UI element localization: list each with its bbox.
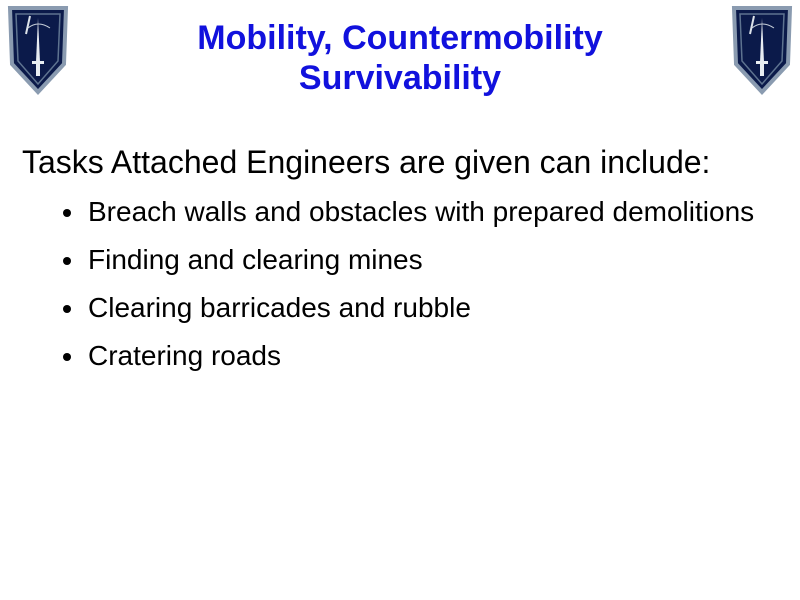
lead-text: Tasks Attached Engineers are given can include: xyxy=(22,144,711,180)
list-item xyxy=(60,242,762,278)
bullet-text: Cratering roads xyxy=(88,340,281,371)
slide-title xyxy=(100,18,700,98)
list-item xyxy=(60,290,762,326)
bullet-dot-icon xyxy=(63,353,71,361)
list-item xyxy=(60,194,762,230)
bullet-text: Breach walls and obstacles with prepared demolitions xyxy=(88,196,755,227)
follow-me-insignia-icon xyxy=(6,4,70,96)
bullet-dot-icon xyxy=(63,209,71,217)
title-line-1: Mobility, Countermobility xyxy=(197,19,603,57)
bullet-text: Clearing barricades and rubble xyxy=(88,292,471,323)
list-item xyxy=(60,338,762,374)
bullet-dot-icon xyxy=(63,305,71,313)
title-line-2: Survivability xyxy=(298,59,502,97)
bullet-dot-icon xyxy=(63,257,71,265)
slide-body xyxy=(22,142,762,386)
follow-me-insignia-icon xyxy=(730,4,794,96)
bullet-list xyxy=(22,194,762,374)
bullet-text: Finding and clearing mines xyxy=(88,244,423,275)
